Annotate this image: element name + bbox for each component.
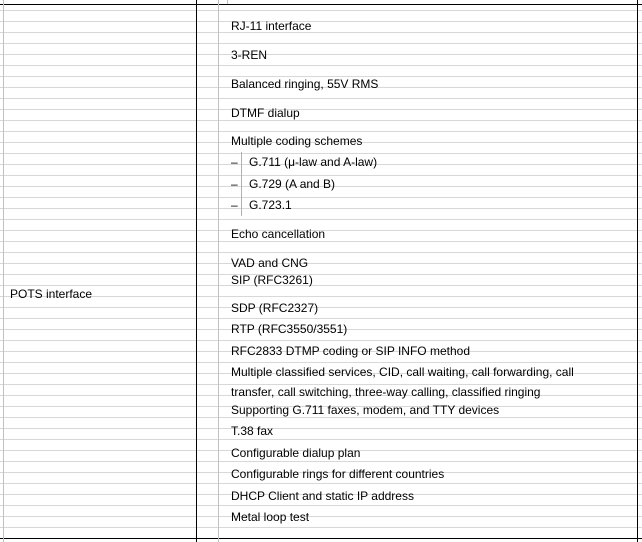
feature-item: RFC2833 DTMP coding or SIP INFO method: [231, 344, 470, 358]
feature-item: Supporting G.711 faxes, modem, and TTY devices: [231, 403, 500, 417]
row-label: POTS interface: [10, 287, 93, 301]
list-dash: –: [231, 177, 238, 191]
feature-item: SDP (RFC2327): [231, 301, 319, 315]
feature-item: transfer, call switching, three-way calling, classified ringing: [231, 385, 541, 399]
coding-scheme-label: G.723.1: [249, 198, 292, 212]
feature-item: Balanced ringing, 55V RMS: [231, 77, 379, 91]
feature-item: RTP (RFC3550/3551): [231, 322, 348, 336]
right-border: [637, 0, 638, 542]
feature-item: VAD and CNG: [231, 256, 309, 270]
feature-item: SIP (RFC3261): [231, 273, 313, 287]
coding-scheme-label: G.729 (A and B): [249, 177, 336, 191]
coding-scheme-item: [231, 177, 335, 191]
feature-item: 3-REN: [231, 48, 268, 62]
feature-item: Multiple coding schemes: [231, 134, 363, 148]
feature-item: DTMF dialup: [231, 106, 300, 120]
feature-item: Metal loop test: [231, 510, 310, 524]
feature-item: Multiple classified services, CID, call waiting, call forwarding, call: [231, 365, 574, 379]
list-dash: –: [231, 155, 238, 169]
left-gridline: [3, 0, 4, 542]
column-divider: [196, 0, 197, 542]
feature-item: Configurable dialup plan: [231, 446, 361, 460]
coding-scheme-label: G.711 (μ-law and A-law): [249, 155, 378, 169]
list-dash: –: [231, 198, 238, 212]
feature-item: Configurable rings for different countries: [231, 467, 445, 481]
feature-item: Echo cancellation: [231, 227, 326, 241]
top-border: [0, 4, 642, 5]
sub-item-divider: [241, 152, 242, 216]
feature-item: RJ-11 interface: [231, 19, 312, 33]
header-gridline: [227, 0, 228, 4]
feature-item: T.38 fax: [231, 424, 274, 438]
coding-scheme-item: [231, 155, 377, 169]
inner-gridline: [218, 0, 219, 542]
bottom-border: [0, 538, 642, 539]
feature-item: DHCP Client and static IP address: [231, 489, 414, 503]
